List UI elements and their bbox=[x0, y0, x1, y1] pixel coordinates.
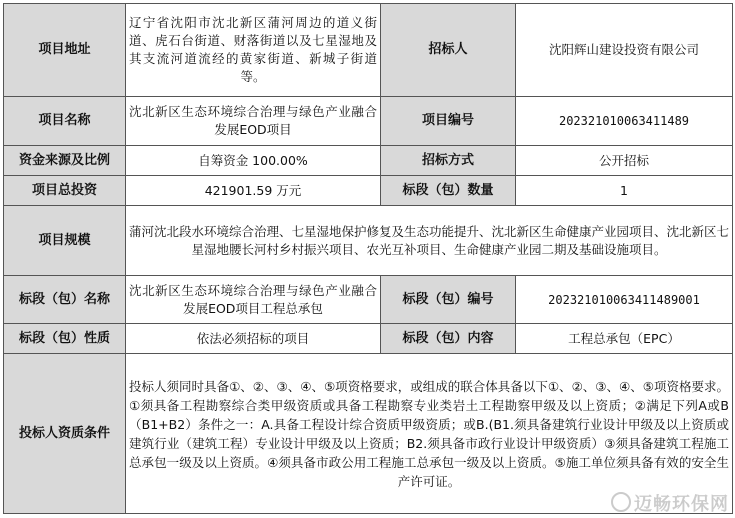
tenderer-label: 招标人 bbox=[381, 4, 516, 97]
scale-label: 项目规模 bbox=[4, 206, 126, 276]
section-name-value: 沈北新区生态环境综合治理与绿色产业融合发展EOD项目工程总承包 bbox=[126, 276, 381, 324]
qualification-label: 投标人资质条件 bbox=[4, 354, 126, 514]
investment-label: 项目总投资 bbox=[4, 176, 126, 206]
row-funding bbox=[4, 146, 733, 176]
row-project-name bbox=[4, 97, 733, 146]
section-count-label: 标段（包）数量 bbox=[381, 176, 516, 206]
row-investment bbox=[4, 176, 733, 206]
section-nature-value: 依法必须招标的项目 bbox=[126, 324, 381, 354]
tender-info-table bbox=[3, 3, 733, 514]
project-name-value: 沈北新区生态环境综合治理与绿色产业融合发展EOD项目 bbox=[126, 97, 381, 146]
watermark-text: 迈畅环保网 bbox=[634, 494, 729, 515]
row-location bbox=[4, 4, 733, 97]
funding-label: 资金来源及比例 bbox=[4, 146, 126, 176]
section-content-value: 工程总承包（EPC） bbox=[516, 324, 733, 354]
row-scale bbox=[4, 206, 733, 276]
tenderer-value: 沈阳辉山建设投资有限公司 bbox=[516, 4, 733, 97]
row-section bbox=[4, 276, 733, 324]
qualification-value: 投标人须同时具备①、②、③、④、⑤项资格要求，或组成的联合体具备以下①、②、③、④、⑤项资格要求。①须具备工程勘察综合类甲级资质或具备工程勘察专业类岩土工程勘察甲级及以上资质；②满足下列A或B（B1+B2）条件之一：A.具备工程设计综合资质甲级资质；或B.(B1.须具备建筑行业设计甲级及以上资质或建筑行业（建筑工程）专业设计甲级及以上资质；B2.须具备市政行业设计甲级资质）③须具备建筑工程施工总承包一级及以上资质。④须具备市政公用工程施工总承包一级及以上资质。⑤施工单位须具备有效的安全生产许可证。 bbox=[126, 354, 733, 514]
section-number-label: 标段（包）编号 bbox=[381, 276, 516, 324]
section-name-label: 标段（包）名称 bbox=[4, 276, 126, 324]
section-count-value: 1 bbox=[516, 176, 733, 206]
location-label: 项目地址 bbox=[4, 4, 126, 97]
funding-value: 自筹资金 100.00% bbox=[126, 146, 381, 176]
row-qualification bbox=[4, 354, 733, 514]
tender-method-value: 公开招标 bbox=[516, 146, 733, 176]
project-number-label: 项目编号 bbox=[381, 97, 516, 146]
project-name-label: 项目名称 bbox=[4, 97, 126, 146]
scale-value: 蒲河沈北段水环境综合治理、七星湿地保护修复及生态功能提升、沈北新区生命健康产业园项目、沈北新区七星湿地腰长河村乡村振兴项目、农光互补项目、生命健康产业园二期及基础设施项目。 bbox=[126, 206, 733, 276]
section-number-value: 202321010063411489001 bbox=[516, 276, 733, 324]
investment-value: 421901.59 万元 bbox=[126, 176, 381, 206]
section-content-label: 标段（包）内容 bbox=[381, 324, 516, 354]
section-nature-label: 标段（包）性质 bbox=[4, 324, 126, 354]
project-number-value: 202321010063411489 bbox=[516, 97, 733, 146]
row-nature bbox=[4, 324, 733, 354]
location-value: 辽宁省沈阳市沈北新区蒲河周边的道义街道、虎石台街道、财落街道以及七星湿地及其支流河道流经的黄家街道、新城子街道等。 bbox=[126, 4, 381, 97]
tender-method-label: 招标方式 bbox=[381, 146, 516, 176]
